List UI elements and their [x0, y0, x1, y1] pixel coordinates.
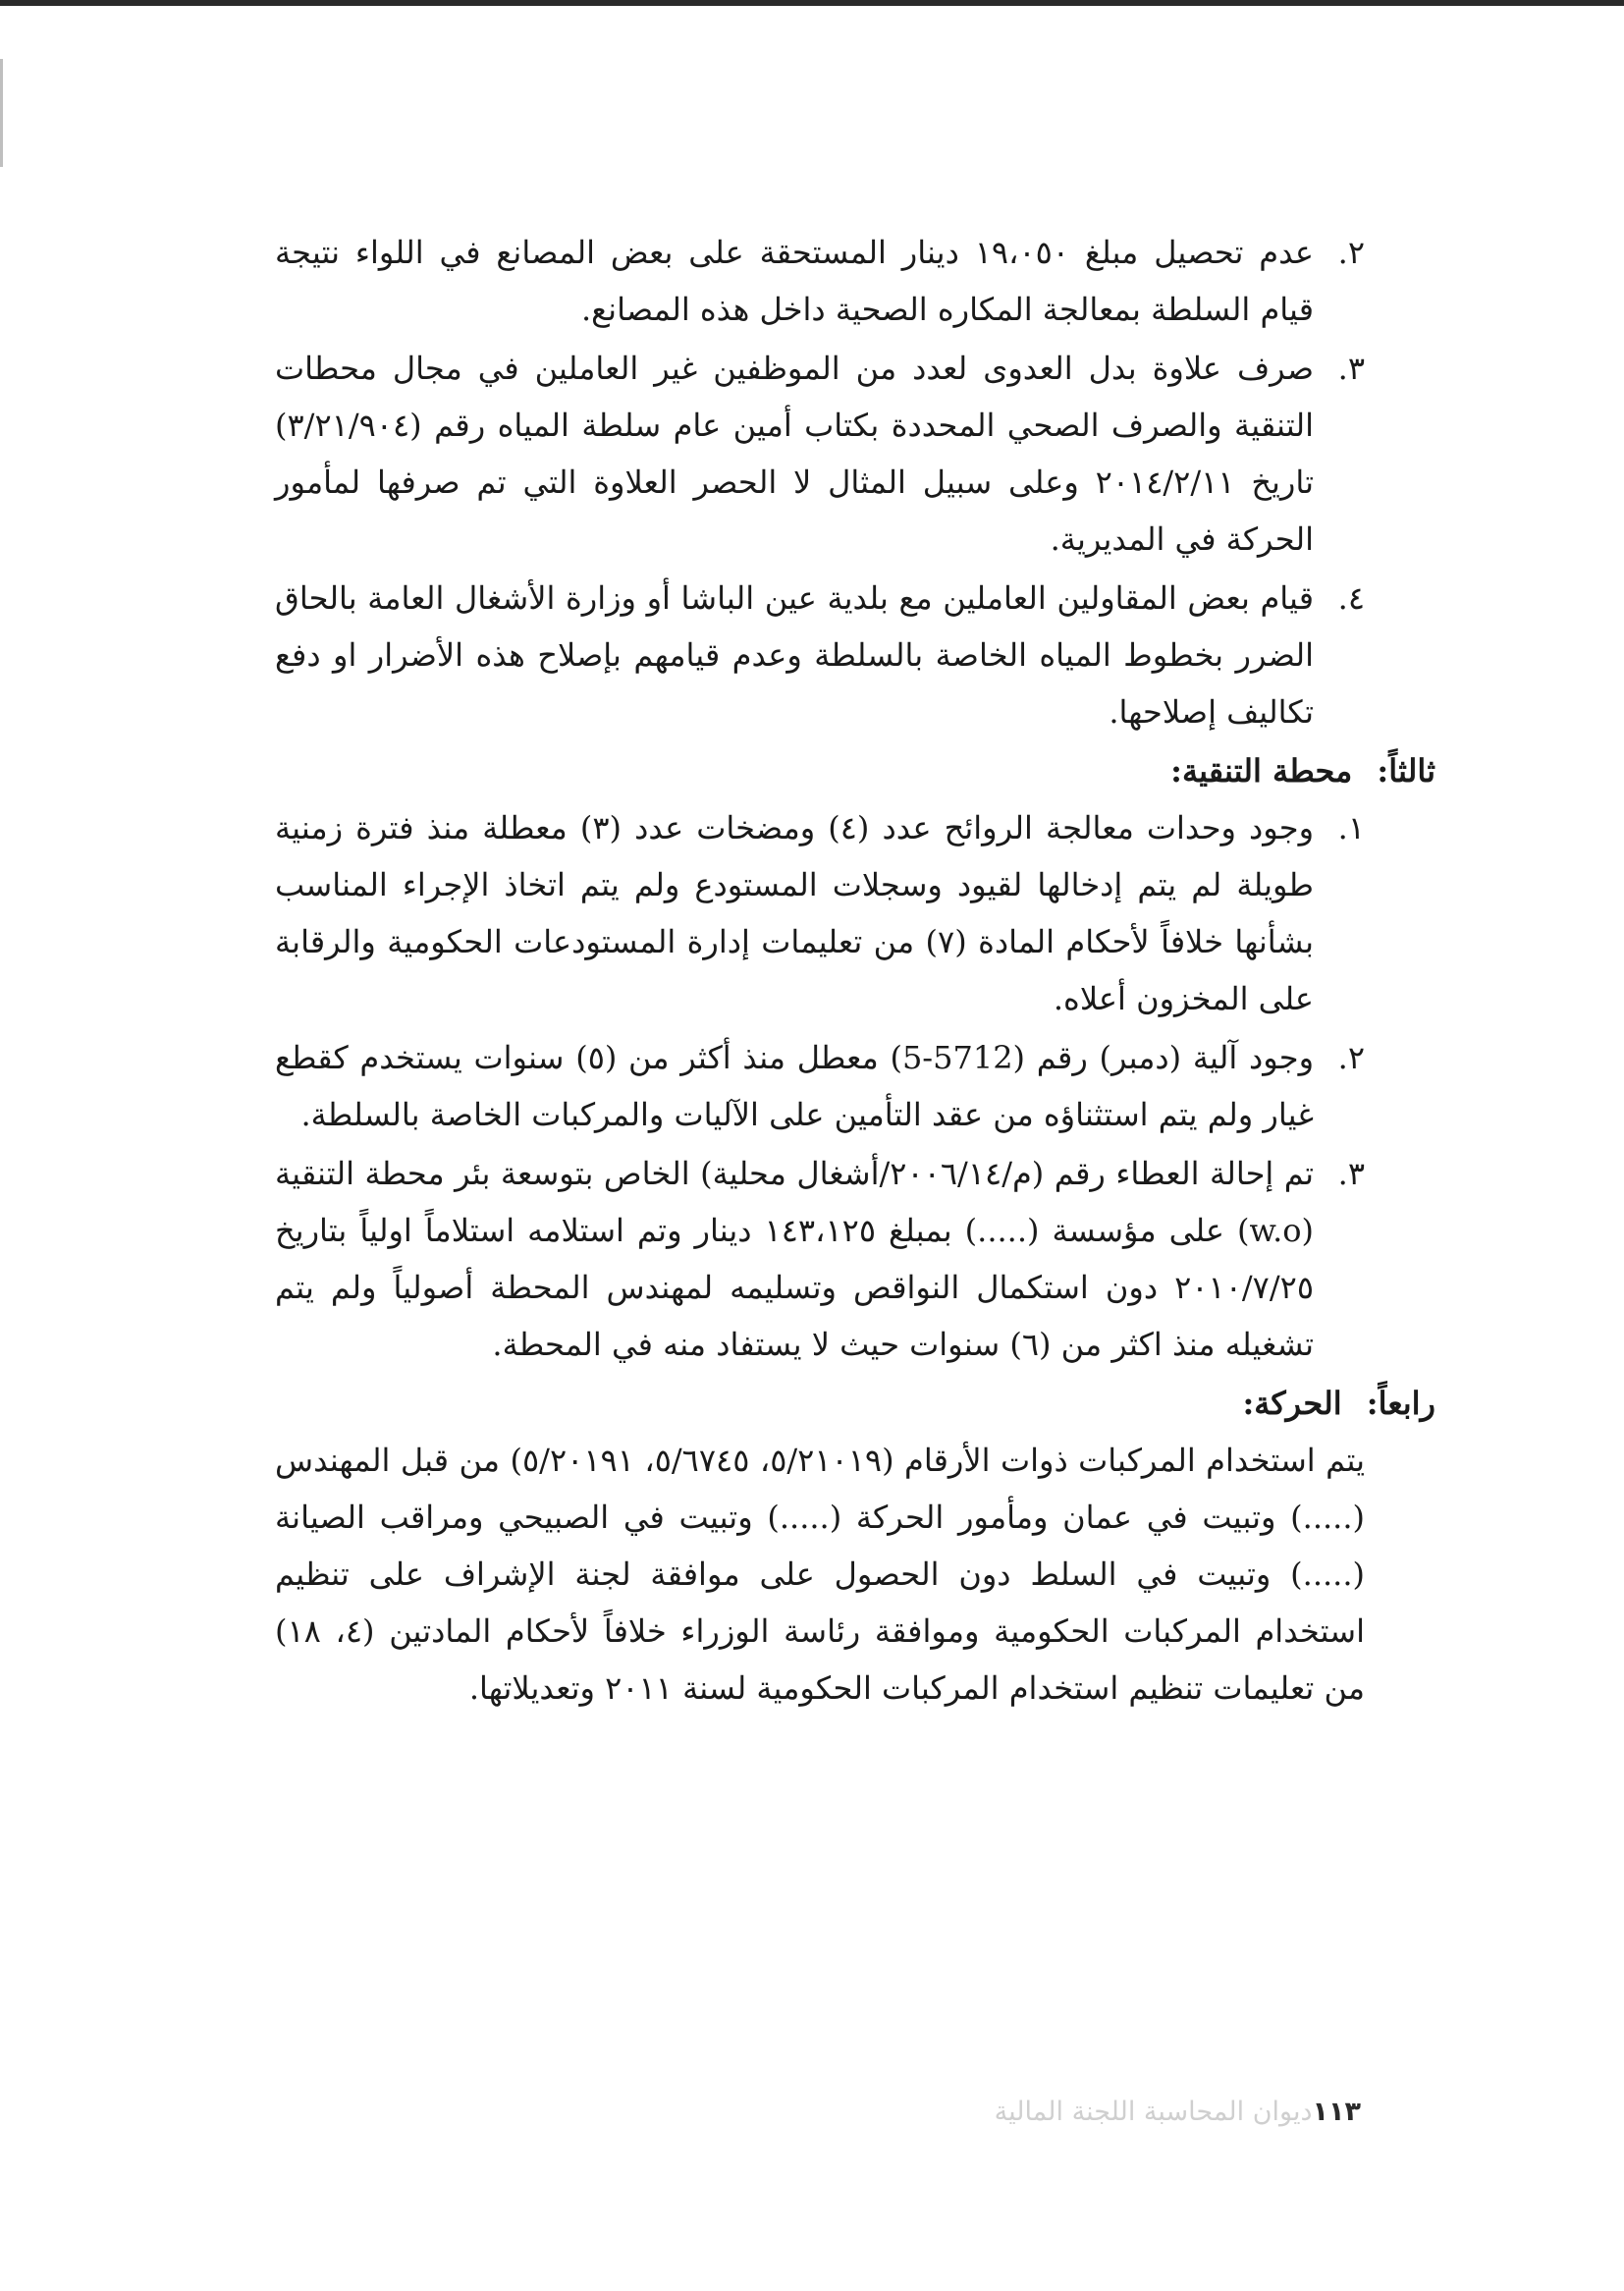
section-title: محطة التنقية: — [1170, 752, 1353, 790]
item-number: ٣. — [1337, 1155, 1365, 1192]
item-text: وجود آلية (دمبر) رقم (5712-5) معطل منذ أكثر من (٥) سنوات يستخدم كقطع غيار ولم يتم استثناؤه من عقد التأمين على الآليات والمركبات الخاصة بالسلطة. — [275, 1039, 1315, 1133]
item-number: ٢. — [1337, 234, 1365, 271]
scan-left-edge — [0, 59, 3, 167]
footer-title: ديوان المحاسبة اللجنة المالية — [994, 2097, 1313, 2127]
page-number: ١١٣ — [1312, 2097, 1361, 2127]
section-paragraph: يتم استخدام المركبات ذوات الأرقام (٥/٢١٠١٩، ٥/٦٧٤٥، ٥/٢٠١٩١) من قبل المهندس (.....) وتبيت في عمان ومأمور الحركة (.....) وتبيت في الصبيحي ومراقب الصيانة (.....) وتبيت في السلط دون الحصول على موافقة لجنة الإشراف على تنظيم استخدام المركبات الحكومية وموافقة رئاسة الوزراء خلافاً لأحكام المادتين (٤، ١٨) من تعليمات تنظيم استخدام المركبات الحكومية لسنة ٢٠١١ وتعديلاتها. — [275, 1442, 1366, 1707]
section-heading-third — [346, 742, 1435, 799]
item-text: تم إحالة العطاء رقم (م/٢٠٠٦/١٤/أشغال محلية) الخاص بتوسعة بئر محطة التنقية (w.o) على مؤسسة (.....) بمبلغ ١٤٣،١٢٥ دينار وتم استلامه استلاماً اولياً بتاريخ ٢٠١٠/٧/٢٥ دون استكمال النواقص وتسليمه لمهندس المحطة أصولياً ولم يتم تشغيله منذ اكثر من (٦) سنوات حيث لا يستفاد منه في المحطة. — [275, 1155, 1315, 1363]
list-item — [275, 570, 1365, 740]
item-text: وجود وحدات معالجة الروائح عدد (٤) ومضخات عدد (٣) معطلة منذ فترة زمنية طويلة لم يتم إدخالها لقيود وسجلات المستودع ولم يتم اتخاذ الإجراء المناسب بشأنها خلافاً لأحكام المادة (٧) من تعليمات إدارة المستودعات الحكومية والرقابة على المخزون أعلاه. — [275, 809, 1315, 1017]
list-item — [275, 224, 1365, 338]
item-text: صرف علاوة بدل العدوى لعدد من الموظفين غير العاملين في مجال محطات التنقية والصرف الصحي المحددة بكتاب أمين عام سلطة المياه رقم (٣/٢١/٩٠٤) تاريخ ٢٠١٤/٢/١١ وعلى سبيل المثال لا الحصر العلاوة التي تم صرفها لمأمور الحركة في المديرية. — [275, 350, 1315, 558]
document-body — [275, 224, 1435, 1717]
scan-top-edge — [0, 0, 1624, 6]
item-text: قيام بعض المقاولين العاملين مع بلدية عين الباشا أو وزارة الأشغال العامة بالحاق الضرر بخطوط المياه الخاصة بالسلطة وعدم قيامهم بإصلاح هذه الأضرار او دفع تكاليف إصلاحها. — [275, 579, 1314, 731]
list-item — [275, 1145, 1365, 1373]
section-label: ثالثاً: — [1377, 752, 1435, 790]
list-item — [275, 340, 1365, 568]
list-item — [275, 799, 1365, 1027]
item-number: ٤. — [1337, 579, 1365, 617]
section-label: رابعاً: — [1366, 1385, 1435, 1422]
item-number: ٢. — [1337, 1039, 1365, 1076]
list-item — [275, 1029, 1365, 1143]
item-text: عدم تحصيل مبلغ ١٩،٠٥٠ دينار المستحقة على بعض المصانع في اللواء نتيجة قيام السلطة بمعالجة المكاره الصحية داخل هذه المصانع. — [275, 234, 1315, 328]
item-number: ١. — [1337, 809, 1365, 846]
section-heading-fourth — [346, 1375, 1435, 1432]
section-title: الحركة: — [1242, 1385, 1342, 1422]
page-footer — [995, 2097, 1361, 2127]
item-number: ٣. — [1337, 350, 1365, 387]
